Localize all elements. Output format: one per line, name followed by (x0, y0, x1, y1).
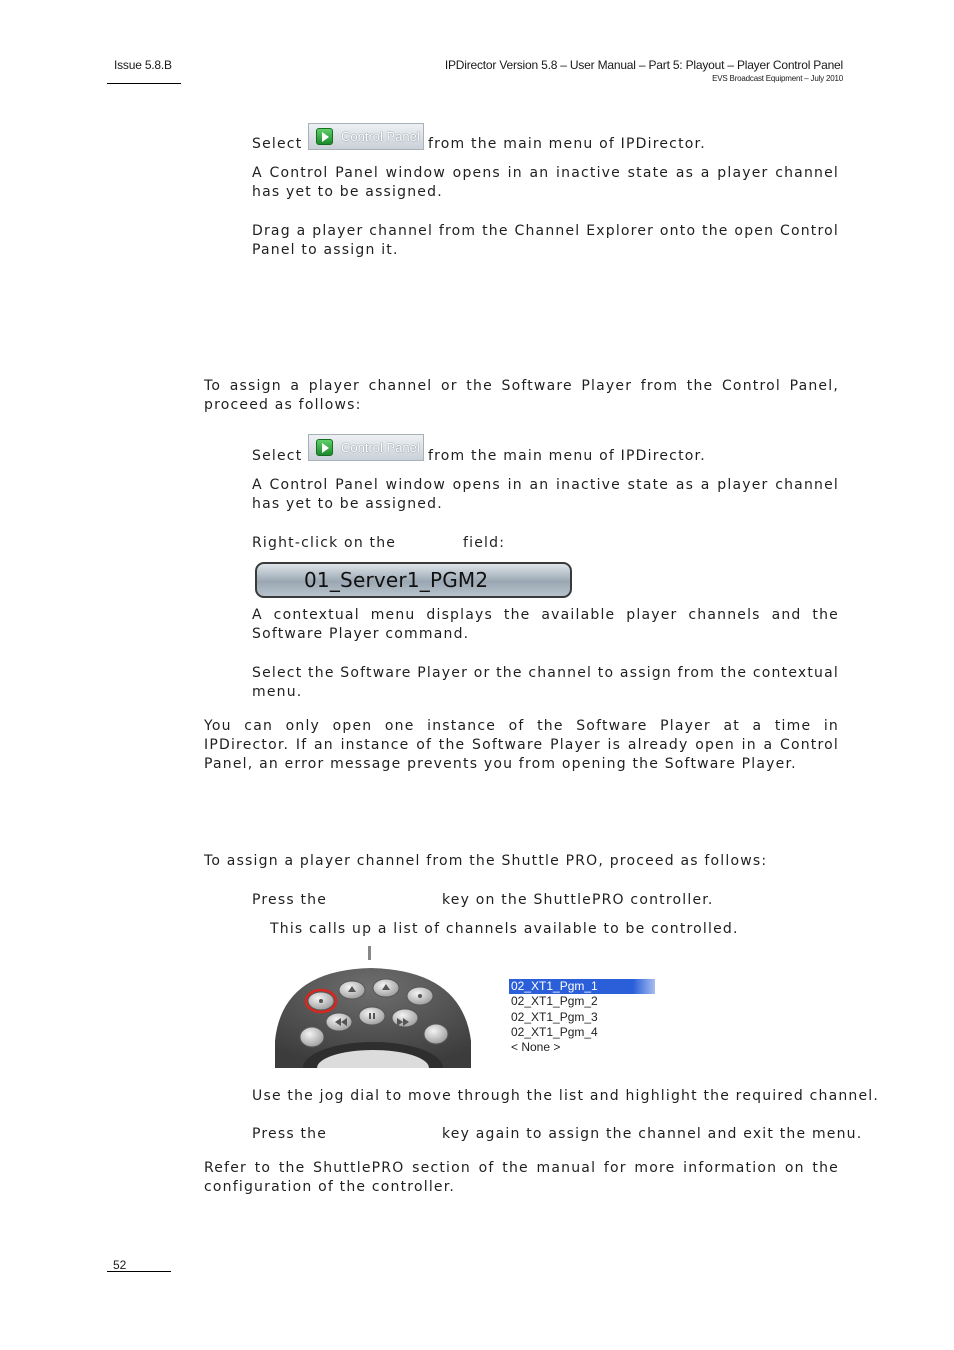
s2-intro: To assign a player channel or the Software Player from the Control Panel, proceed as follows: (204, 378, 839, 413)
s1-step2: Drag a player channel from the Channel Explorer onto the open Control Panel to assign it. (252, 223, 839, 258)
s2-step2-before: Right-click on the (252, 535, 397, 551)
control-panel-button-label: Control Panel (341, 440, 420, 455)
list-item[interactable]: 02_XT1_Pgm_4 (511, 1024, 598, 1039)
s2-step2-after: field: (463, 535, 506, 551)
document-title: IPDirector Version 5.8 – User Manual – Part 5: Playout – Player Control Panel (444, 58, 843, 72)
document-subtitle: EVS Broadcast Equipment – July 2010 (712, 74, 843, 83)
s2-step1-result: A Control Panel window opens in an inactive state as a player channel has yet to be assigned. (252, 477, 839, 512)
control-panel-button (308, 434, 424, 461)
s3-intro: To assign a player channel from the Shuttle PRO, proceed as follows: (204, 853, 768, 869)
s2-step2-result: A contextual menu displays the available player channels and the Software Player command. (252, 607, 839, 642)
list-item[interactable]: < None > (511, 1040, 561, 1055)
play-icon (316, 439, 333, 456)
header-rule (107, 83, 181, 84)
list-item-selected[interactable]: 02_XT1_Pgm_1 (509, 979, 655, 994)
s1-step1-after: from the main menu of IPDirector. (428, 136, 706, 152)
s3-step3-before: Press the (252, 1126, 328, 1142)
s3-step3-after: key again to assign the channel and exit the menu. (442, 1126, 863, 1142)
list-item[interactable]: 02_XT1_Pgm_2 (511, 994, 598, 1009)
s3-step1-before: Press the (252, 892, 328, 908)
footer-rule (107, 1271, 171, 1272)
play-icon (316, 128, 333, 145)
shuttlepro-illustration (272, 946, 474, 1068)
s1-step1-result: A Control Panel window opens in an inactive state as a player channel has yet to be assigned. (252, 165, 839, 200)
s3-step1-after: key on the ShuttlePRO controller. (442, 892, 714, 908)
s1-step1-before: Select (252, 136, 303, 152)
issue-label: Issue 5.8.B (114, 58, 172, 72)
s2-step1-after: from the main menu of IPDirector. (428, 448, 706, 464)
s3-step1-result: This calls up a list of channels available to be controlled. (270, 921, 739, 937)
s2-note: You can only open one instance of the Software Player at a time in IPDirector. If an instance of the Software Player is already open in a Control Panel, an error message prevents you from opening the Software Player. (204, 718, 839, 772)
list-item[interactable]: 02_XT1_Pgm_3 (511, 1009, 598, 1024)
s3-outro: Refer to the ShuttlePRO section of the manual for more information on the configuration of the controller. (204, 1160, 839, 1195)
channel-list (509, 979, 659, 1055)
s3-step2: Use the jog dial to move through the list and highlight the required channel. (252, 1088, 880, 1104)
s2-step1-before: Select (252, 448, 303, 464)
channel-name-field[interactable] (255, 562, 572, 598)
control-panel-button (308, 123, 424, 150)
page-number: 52 (113, 1258, 127, 1272)
s2-step3: Select the Software Player or the channel to assign from the contextual menu. (252, 665, 839, 700)
channel-name-value: 01_Server1_PGM2 (304, 568, 489, 592)
control-panel-button-label: Control Panel (341, 129, 420, 144)
